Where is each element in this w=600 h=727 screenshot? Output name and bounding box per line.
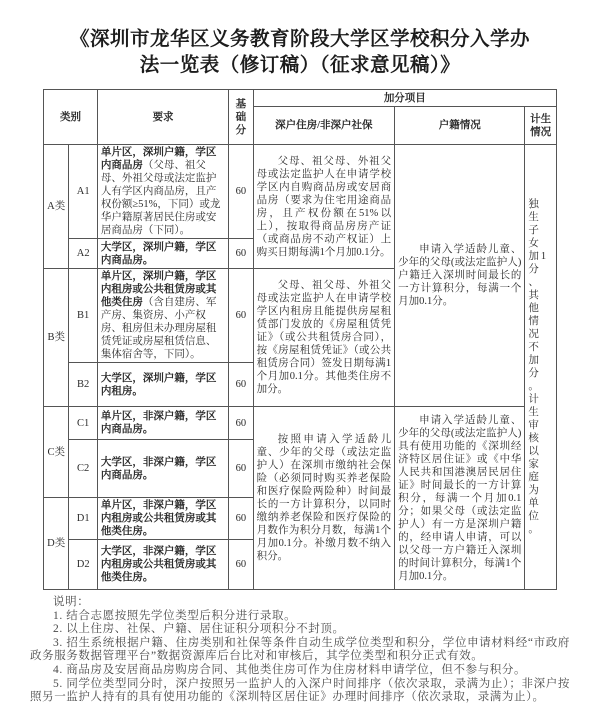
requirement-a1 (97, 145, 228, 239)
base-score-c2: 60 (229, 440, 253, 498)
header-housing-social: 深户住房/非深户社保 (253, 107, 394, 145)
base-score-d1: 60 (229, 498, 253, 540)
requirement-a1-main: 单片区，深圳户籍，学区内商品房 (100, 147, 217, 171)
row-code-a2: A2 (69, 239, 97, 269)
note-item-3: 3. 招生系统根据户籍、住房类别和社保等条件自动生成学位类型和积分，学位申请材料经“市政府政务服务数据管理平台”数据资源库后台比对和审核后，其学位类型和积分正式有效。 (30, 636, 570, 663)
requirement-b1-detail: （含自建房、军产房、集资房、小产权房、租房但未办理房屋租赁凭证或房屋租赁信息、集体宿舍等，下同）。 (100, 297, 217, 360)
category-label-d: D类 (44, 498, 69, 590)
page-title-line-2: 法一览表（修订稿）（征求意见稿）》 (139, 54, 461, 76)
notes-heading: 说明： (53, 596, 90, 608)
requirement-b1 (97, 269, 228, 363)
row-code-c1: C1 (69, 407, 97, 440)
header-row-1 (44, 90, 557, 107)
requirement-a1-detail: （父母、祖父母、外祖父母或法定监护人有学区内商品房，且产权份额≥51%，下同）或龙华户籍原著居民住房或安居商品房（下同）。 (100, 160, 221, 236)
base-score-b2: 60 (229, 363, 253, 407)
table-row-c1 (44, 407, 557, 440)
notes-section (30, 596, 570, 705)
requirement-c2-main: 大学区，非深户籍，学区内商品房。 (100, 456, 217, 481)
note-item-2: 2. 以上住房、社保、户籍、居住证积分项积分不封顶。 (53, 623, 345, 636)
points-table (43, 89, 557, 590)
housing-bonus-cell-a: 父母、祖父母、外祖父母或法定监护人在申请学校学区内自购商品房或安居商品房（要求为住宅用途商品房，且产权份额在51%以上），按取得商品房房产证（或商品房不动产权证）上购买日期每满1个月加0.1分。 (253, 145, 394, 269)
header-bonus-group: 加分项目 (253, 90, 556, 107)
base-score-d2: 60 (229, 540, 253, 590)
header-base-score: 基础分 (229, 90, 253, 145)
row-code-d2: D2 (69, 540, 97, 590)
header-category: 类别 (44, 90, 98, 145)
base-score-a1: 60 (229, 145, 253, 239)
requirement-b1-main: 单片区，深圳户籍，学区内租房或公共租赁房或其他类住房 (100, 271, 217, 308)
requirement-d2 (97, 540, 228, 590)
base-score-c1: 60 (229, 407, 253, 440)
page-title (0, 0, 600, 78)
requirement-d2-main: 大学区，非深户籍，学区内租房或公共租赁房或其他类住房。 (100, 546, 217, 583)
row-code-b2: B2 (69, 363, 97, 407)
requirement-a2 (97, 239, 228, 269)
row-code-c2: C2 (69, 440, 97, 498)
header-requirement: 要求 (97, 90, 228, 145)
row-code-b1: B1 (69, 269, 97, 363)
requirement-d1-main: 单片区，非深户籍，学区内租房或公共租赁房或其他类住房。 (100, 500, 217, 537)
note-item-5: 5. 同学位类型同分时，深户按照另一监护人的入深户时间排序（依次录取，录满为止）；非深户按照另一监护人持有的具有使用功能的《深圳特区居住证》办理时间排序（依次录取，录满为止）。 (30, 677, 570, 704)
hukou-cell-cd: 申请入学适龄儿童、少年的父母(或法定监护人)具有使用功能的《深圳经济特区居住证》或《中华人民共和国港澳居民居住证》时间最长的一方计算积分，每满一个月加0.1分；如果父母（或法定监护人）有一方是深圳户籍的，经申请人申请，可以以父母一方户籍迁入深圳的时间计算积分，每满1个月加0.1分。 (395, 407, 525, 590)
note-item-1: 1. 结合志愿按照先学位类型后积分进行录取。 (53, 609, 297, 622)
page-title-line-1: 《深圳市龙华区义务教育阶段大学区学校积分入学办 (69, 28, 530, 50)
requirement-c1-main: 单片区，非深户籍，学区内商品房。 (100, 411, 217, 435)
requirement-b2-main: 大学区，深圳户籍，学区内租房。 (100, 372, 217, 397)
category-label-a: A类 (44, 145, 69, 269)
requirement-d1 (97, 498, 228, 540)
table-row-a1 (44, 145, 557, 239)
requirement-a2-main: 大学区，深圳户籍，学区内商品房。 (100, 241, 217, 266)
housing-bonus-cell-b: 父母、祖父母、外祖父母或法定监护人在申请学校学区内租房且能提供房屋租赁部门发放的《房屋租赁凭证》（或公共租赁房合同），按《房屋租赁凭证》（或公共租赁房合同）签发日期每满1个月加0.1分。其他类住房不加分。 (253, 269, 394, 407)
requirement-b2 (97, 363, 228, 407)
hukou-cell-ab: 申请入学适龄儿童、少年的父母(或法定监护人)户籍迁入深圳时间最长的一方计算积分，每满一个月加0.1分。 (395, 145, 525, 407)
requirement-c2 (97, 440, 228, 498)
requirement-c1 (97, 407, 228, 440)
family-planning-cell: 独生子女加1分、其他情况不加分。计生审核以家庭为单位。 (525, 145, 557, 590)
header-hukou: 户籍情况 (395, 107, 525, 145)
row-code-a1: A1 (69, 145, 97, 239)
base-score-b1: 60 (229, 269, 253, 363)
row-code-d1: D1 (69, 498, 97, 540)
header-family-planning: 计生情况 (525, 107, 557, 145)
base-score-a2: 60 (229, 239, 253, 269)
category-label-b: B类 (44, 269, 69, 407)
social-security-cell-cd: 按照申请入学适龄儿童、少年的父母（或法定监护人）在深圳市缴纳社会保险（必须同时购买养老保险和医疗保险两险种）时间最长的一方计算积分，以同时缴纳养老保险和医疗保险的月数作为积分月数，每满1个月加0.1分。补缴月数不纳入积分。 (253, 407, 394, 590)
note-item-4: 4. 商品房及安居商品房购房合同、其他类住房可作为住房材料申请学位，但不参与积分。 (53, 663, 527, 676)
category-label-c: C类 (44, 407, 69, 498)
